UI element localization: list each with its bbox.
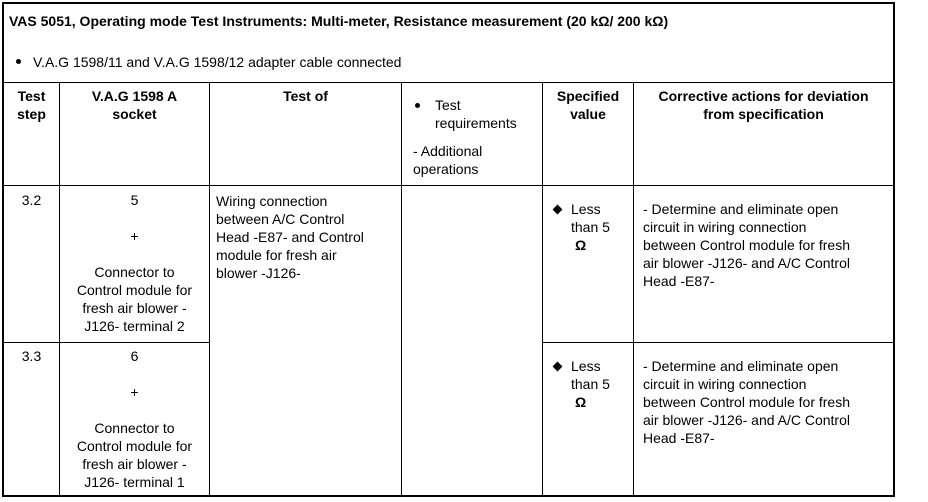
socket-cell: 5 + Connector to Control module for fresh air blower - J126- terminal 2 bbox=[76, 192, 193, 334]
col-divider bbox=[633, 82, 634, 495]
col-divider bbox=[542, 82, 543, 495]
test-table bbox=[2, 2, 895, 497]
socket-cell: 6 + Connector to Control module for fresh air blower - J126- terminal 1 bbox=[76, 348, 193, 490]
col-header-test-step: Test step bbox=[17, 88, 46, 122]
step-3-3: 3.3 bbox=[21, 348, 42, 364]
corrective-cell: - Determine and eliminate open circuit in wiring connection between Control module for fresh air blower -J126- and A/C Control Head -E87- bbox=[643, 201, 850, 289]
col-header-specified: Specified value bbox=[556, 88, 620, 122]
table-title: VAS 5051, Operating mode Test Instruments: Multi-meter, Resistance measurement (20 kΩ/ 200 kΩ) bbox=[9, 13, 669, 29]
spec-cell: Less than 5 Ω bbox=[554, 357, 633, 411]
row-divider bbox=[4, 185, 893, 186]
row-divider bbox=[542, 342, 893, 343]
table-header-block bbox=[4, 4, 893, 83]
row-divider bbox=[4, 342, 210, 343]
test-of-cell: Wiring connection between A/C Control Head -E87- and Control module for fresh air blower -J126- bbox=[216, 193, 364, 281]
step-3-2: 3.2 bbox=[21, 192, 42, 208]
col-header-corrective: Corrective actions for deviation from specification bbox=[658, 88, 869, 122]
bullet-icon bbox=[415, 103, 420, 108]
spec-cell: Less than 5 Ω bbox=[554, 200, 633, 254]
bullet-icon bbox=[16, 59, 21, 64]
corrective-cell: - Determine and eliminate open circuit in wiring connection between Control module for fresh air blower -J126- and A/C Control Head -E87- bbox=[643, 358, 850, 446]
col-header-test-of: Test of bbox=[283, 88, 328, 104]
col-divider bbox=[209, 82, 210, 495]
adapter-note-text: V.A.G 1598/11 and V.A.G 1598/12 adapter cable connected bbox=[33, 54, 402, 70]
col-header-socket: V.A.G 1598 A socket bbox=[91, 88, 178, 122]
adapter-note bbox=[16, 54, 401, 70]
col-divider bbox=[401, 82, 402, 495]
col-header-requirements: Test requirements - Additional operations bbox=[413, 97, 517, 177]
